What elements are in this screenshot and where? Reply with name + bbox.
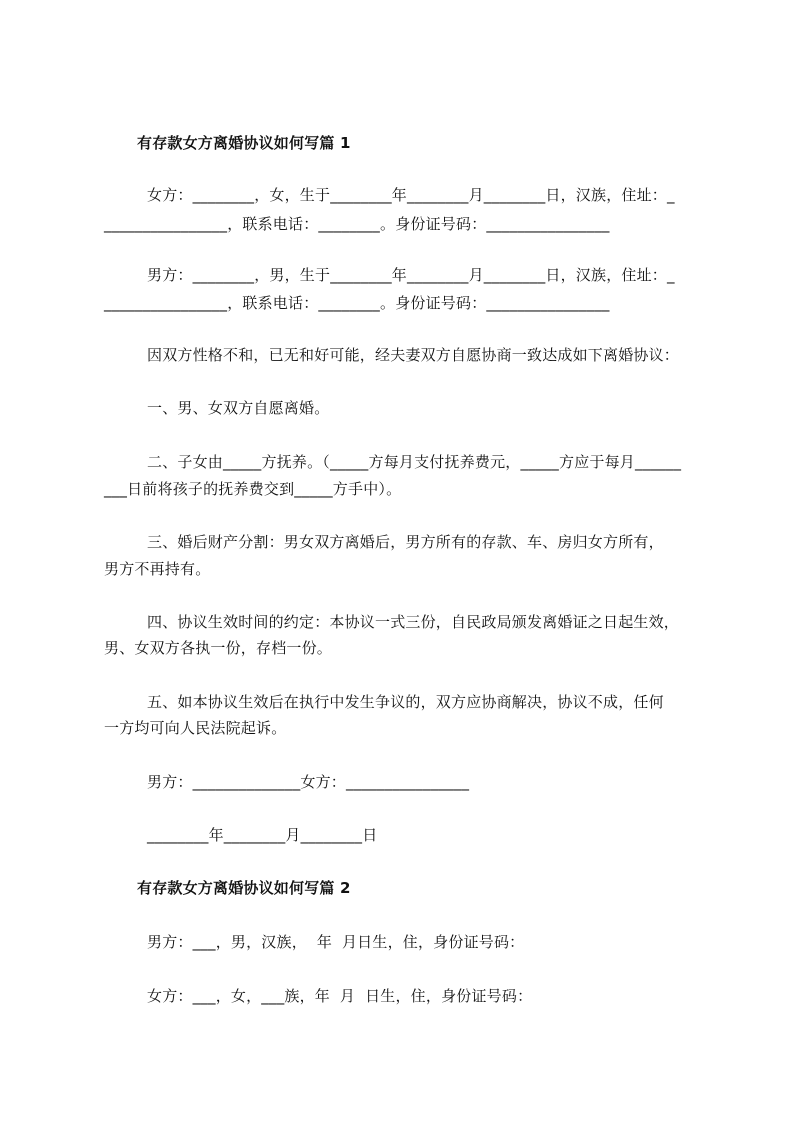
clause-5-line2: 一方均可向人民法院起诉。	[104, 719, 287, 737]
clause-5-line1: 五、如本协议生效后在执行中发生争议的，双方应协商解决，协议不成，任何	[147, 693, 664, 711]
clause-2-line2: ___日前将孩子的抚养费交到_____方手中）。	[104, 480, 402, 498]
agreement-intro: 因双方性格不和，已无和好可能，经夫妻双方自愿协商一致达成如下离婚协议：	[147, 346, 680, 364]
female-info-line2: ________________，联系电话：________。身份证号码：________________	[104, 215, 610, 233]
clause-1: 一、男、女双方自愿离婚。	[147, 399, 330, 417]
section1-title: 有存款女方离婚协议如何写篇 1	[137, 134, 351, 152]
section2-male-line: 男方：___，男，汉族， 年 月日生，住，身份证号码：	[147, 933, 525, 951]
section2-female-line: 女方：___，女，___族，年 月 日生，住，身份证号码：	[147, 987, 533, 1005]
date-line: ________年________月________日	[147, 826, 378, 844]
clause-3-line2: 男方不再持有。	[104, 560, 211, 578]
signature-line: 男方：______________女方：________________	[147, 773, 470, 791]
clause-3-line1: 三、婚后财产分割：男女双方离婚后，男方所有的存款、车、房归女方所有，	[147, 533, 664, 551]
female-info-line1: 女方：________，女，生于________年________月________日，汉族，住址：_	[147, 186, 675, 204]
section2-title: 有存款女方离婚协议如何写篇 2	[137, 879, 351, 897]
clause-2-line1: 二、子女由_____方抚养。（_____方每月支付抚养费元，_____方应于每月______	[147, 453, 682, 471]
clause-4-line2: 男、女双方各执一份，存档一份。	[104, 639, 333, 657]
male-info-line1: 男方：________，男，生于________年________月________日，汉族，住址：_	[147, 266, 675, 284]
male-info-line2: ________________，联系电话：________。身份证号码：________________	[104, 294, 610, 312]
clause-4-line1: 四、协议生效时间的约定：本协议一式三份，自民政局颁发离婚证之日起生效，	[147, 613, 680, 631]
